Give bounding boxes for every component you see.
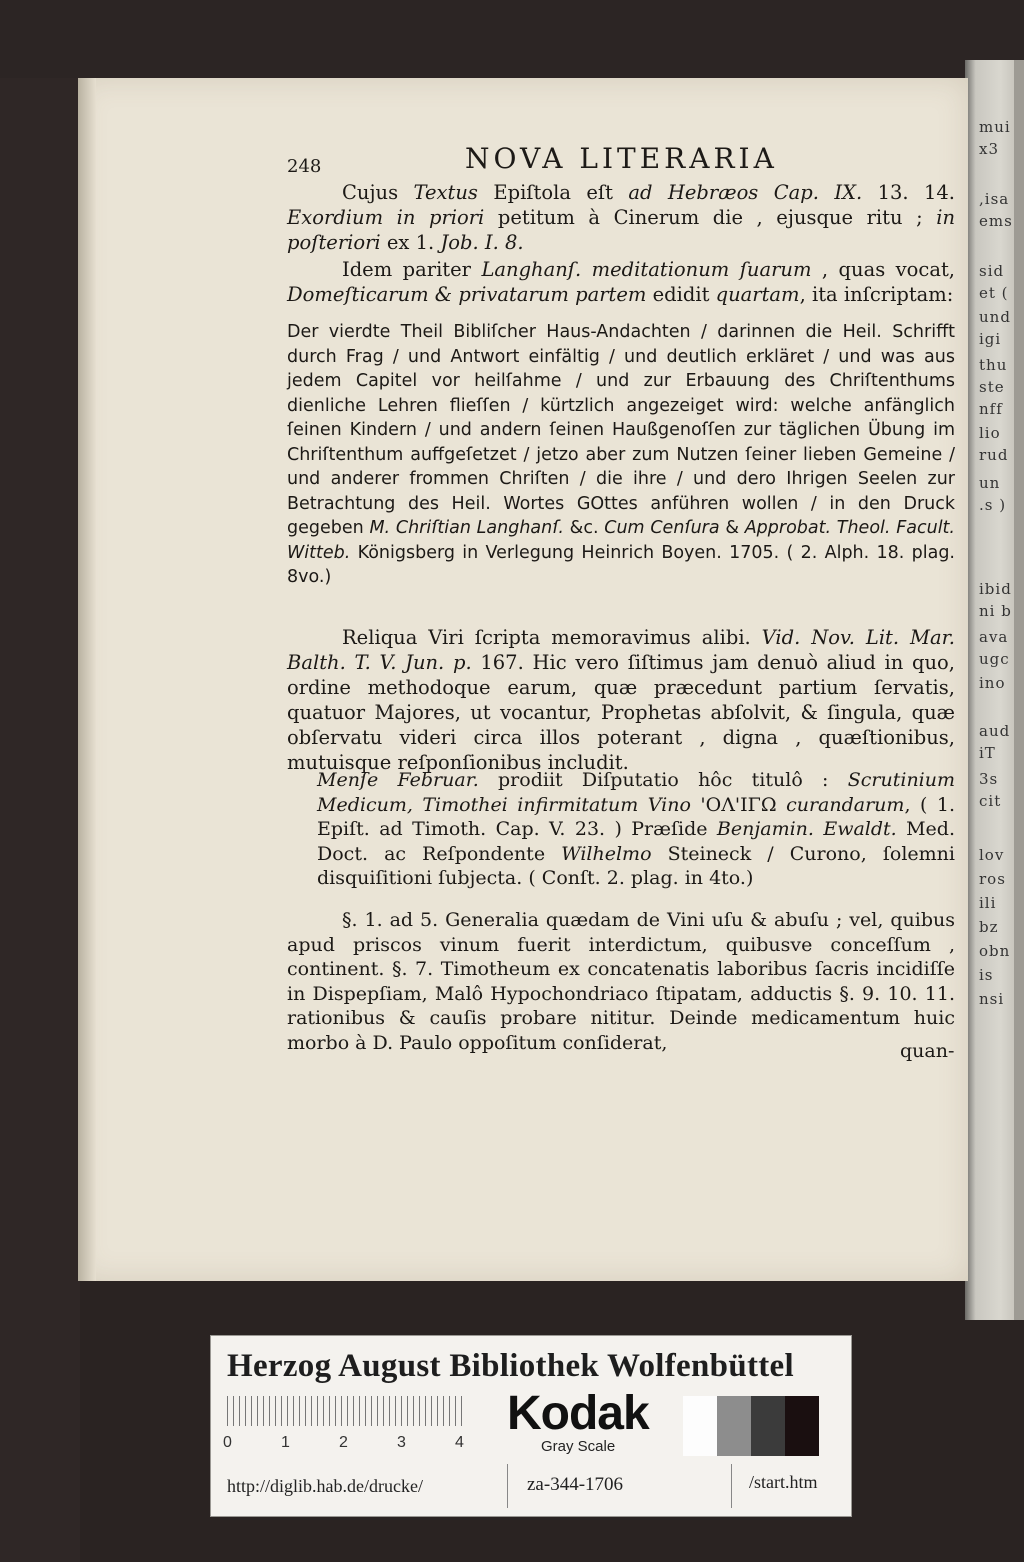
adjacent-page-fragment: ni b <box>979 602 1012 620</box>
adjacent-page-fragment: lio <box>979 424 1001 442</box>
card-separator <box>507 1464 508 1508</box>
adjacent-page-fragment: ,isa <box>979 190 1010 208</box>
adjacent-page-fragment: ava <box>979 628 1009 646</box>
adjacent-page-fragment: thu <box>979 356 1008 374</box>
adjacent-page-fragment: ibid <box>979 580 1012 598</box>
adjacent-page-fragment: rud <box>979 446 1009 464</box>
kodak-logo: Kodak <box>507 1387 649 1440</box>
text-span: Benjamin. Ewaldt. <box>716 818 897 840</box>
adjacent-page-fragment: cit <box>979 792 1002 810</box>
text-span: Menſe Februar. <box>317 769 479 791</box>
text-span: Textus <box>413 181 478 204</box>
text-span: Reliqua Viri ſcripta memoravimus alibi. <box>342 626 762 649</box>
paragraph-text-source <box>287 180 955 255</box>
ruler-label: 4 <box>455 1434 464 1451</box>
ruler-labels <box>223 1434 473 1456</box>
text-span: ex 1. <box>380 231 441 254</box>
adjacent-page-fragment: ste <box>979 378 1005 396</box>
text-span: Königsberg in Verlegung Heinrich Boyen. 1705. ( 2. Alph. 18. plag. 8vo.) <box>287 542 955 587</box>
adjacent-page-fragment: ili <box>979 894 997 912</box>
start-page-path: /start.htm <box>749 1472 818 1492</box>
text-span: Langhanſ. meditationum ſuarum <box>481 258 812 281</box>
adjacent-page-fragment: ems <box>979 212 1013 230</box>
adjacent-page-fragment: ino <box>979 674 1006 692</box>
paragraph-section-one <box>287 908 955 1055</box>
adjacent-page-fragment: obn <box>979 942 1011 960</box>
adjacent-page-fragment: igi <box>979 330 1002 348</box>
page-header <box>287 142 887 176</box>
gray-scale-label: Gray Scale <box>541 1438 616 1455</box>
text-span: 167. Hic vero ſiſtimus jam denuò aliud in quo, ordine methodoque earum, quæ præcedunt partium ſervatis, quatuor Majores, ut vocantur, Prophetas abſolvit, & ſingula, quæ obſervatu videri circa illos poterant , digna , quæſtionibus, mutuisque reſponſionibus includit. <box>287 651 955 774</box>
adjacent-page-fragment: lov <box>979 846 1005 864</box>
adjacent-page-fragment: un <box>979 474 1001 492</box>
ruler-label: 3 <box>397 1434 406 1451</box>
text-span: Cujus <box>342 181 414 204</box>
text-span: petitum à Cinerum die , ejusque ritu ; <box>484 206 937 229</box>
page-number: 248 <box>287 156 322 177</box>
running-title: NOVA LITERARIA <box>465 142 778 175</box>
text-span: in poſteriori <box>287 206 956 254</box>
scanner-background-top <box>0 0 1024 78</box>
adjacent-page-fragment: iT <box>979 744 996 762</box>
text-span: 'ΟΛ'ΙΓΩ <box>690 793 787 816</box>
text-span: Scrutinium Medicum, Timothei infirmitatum Vino <box>317 769 956 816</box>
paragraph-disputatio <box>287 768 955 891</box>
adjacent-page-fragment: ugc <box>979 650 1010 668</box>
text-span: , ita inſcriptam: <box>799 283 954 306</box>
adjacent-page-fragment: bz <box>979 918 999 936</box>
text-span: M. Chriſtian Langhanſ. <box>369 518 564 538</box>
text-span: Der vierdte Theil Bibliſcher Haus-Andachten / darinnen die Heil. Schrifft durch Frag / und Antwort einfältig / und deutlich erkläret / und was aus jedem Capitel vor heilſahme / und zur Erbauung des Chriſtenthums dienliche Lehren flieſſen / kürtzlich angezeiget wird: welche anfänglich ſeinen Kindern / und andern ſeinen Haußgenoſſen zur täglichen Übung im Chriſtenthum auffgeſetzet / jetzo aber zum Nutzen ſeiner lieben Gemeine / und anderer frommen Chriſten / die ihre / und dero Ihrigen Seelen zur Betrachtung des Heil. Wortes GOttes anführen wollen / in den Druck gegeben <box>287 322 955 538</box>
shelfmark: za-344-1706 <box>527 1474 624 1495</box>
catchword: quan- <box>900 1040 955 1062</box>
library-url: http://diglib.hab.de/drucke/ <box>227 1476 423 1496</box>
text-span: quartam <box>715 283 800 306</box>
text-span: curandarum <box>786 793 905 816</box>
adjacent-page-fragment: et ( <box>979 284 1009 302</box>
text-span: , ( 1. Epiſt. ad Timoth. Cap. V. 23. ) Præſide <box>317 793 955 840</box>
gray-patch-dark <box>751 1396 785 1456</box>
gray-patch-white <box>683 1396 717 1456</box>
text-span: Epiſtola eſt <box>477 181 629 204</box>
adjacent-page-fragment: und <box>979 308 1011 326</box>
adjacent-page-fragment: x3 <box>979 140 1000 158</box>
text-span: Exordium in priori <box>287 206 485 229</box>
ruler-ticks <box>227 1396 467 1426</box>
text-span: Vid. Nov. Lit. Mar. Balth. T. V. Jun. p. <box>287 626 955 674</box>
scanner-background <box>0 0 80 1562</box>
text-span: Domeſticarum & privatarum partem <box>287 283 647 306</box>
text-span: Approbat. Theol. Facult. Witteb. <box>287 518 955 563</box>
adjacent-page-fragment: aud <box>979 722 1011 740</box>
text-span: & <box>719 518 745 538</box>
text-span: ad Hebræos Cap. IX. <box>628 181 863 204</box>
adjacent-page-fragment: mui <box>979 118 1011 136</box>
adjacent-page-fragment: nff <box>979 400 1003 418</box>
text-span: §. 1. ad 5. Generalia quædam de Vini uſu & abuſu ; vel, quibus apud priscos vinum fuerit interdictum, quibusve conceſſum , continent. §. 7. Timotheum ex concatenatis laboribus ſacris incidiſſe in Dispepſiam, Malô Hypochondriaco ſtipatam, adductis §. 9. 10. 11. rationibus & cauſis probare nititur. Deinde medicamentum huic morbo à D. Paulo oppoſitum conſiderat, <box>287 909 955 1054</box>
adjacent-page-fragment: ros <box>979 870 1006 888</box>
text-span: Wilhelmo <box>561 842 652 865</box>
ruler-label: 1 <box>281 1434 290 1451</box>
page-edge-shadow <box>1014 60 1024 1320</box>
card-separator <box>731 1464 732 1508</box>
adjacent-page-fragment: .s ) <box>979 496 1007 514</box>
ruler-scale <box>227 1396 467 1426</box>
gray-patch-black <box>785 1396 819 1456</box>
text-span: &c. <box>563 518 605 538</box>
library-color-card <box>210 1335 852 1517</box>
library-name: Herzog August Bibliothek Wolfenbüttel <box>227 1348 794 1384</box>
adjacent-page-fragment: 3s <box>979 770 999 788</box>
adjacent-page-fragment: sid <box>979 262 1005 280</box>
adjacent-page-fragment: is <box>979 966 994 984</box>
adjacent-page-fragment: nsi <box>979 990 1005 1008</box>
gray-scale-patches <box>683 1396 819 1456</box>
text-span: , quas vocat, <box>811 258 955 281</box>
adjacent-page-edge <box>965 60 1024 1320</box>
page-gutter <box>78 78 96 1281</box>
paragraph-langhans <box>287 257 955 307</box>
text-span: prodiit Diſputatio hôc titulô : <box>478 769 848 791</box>
ruler-label: 2 <box>339 1434 348 1451</box>
text-span: 13. 14. <box>862 181 955 204</box>
gray-patch-mid <box>717 1396 751 1456</box>
ruler-label: 0 <box>223 1434 232 1451</box>
text-span: edidit <box>646 283 716 306</box>
text-span: Steineck / Curono, ſolemni disquiſitioni ſubjecta. ( Conſt. 2. plag. in 4to.) <box>317 842 955 889</box>
text-span: Job. I. 8. <box>440 231 524 254</box>
text-span: Idem pariter <box>342 258 482 281</box>
text-span: Med. Doct. ac Reſpondente <box>317 818 955 865</box>
text-span: Cum Cenſura <box>604 518 720 538</box>
paragraph-german-title <box>287 320 955 590</box>
paragraph-reliqua <box>287 625 955 775</box>
